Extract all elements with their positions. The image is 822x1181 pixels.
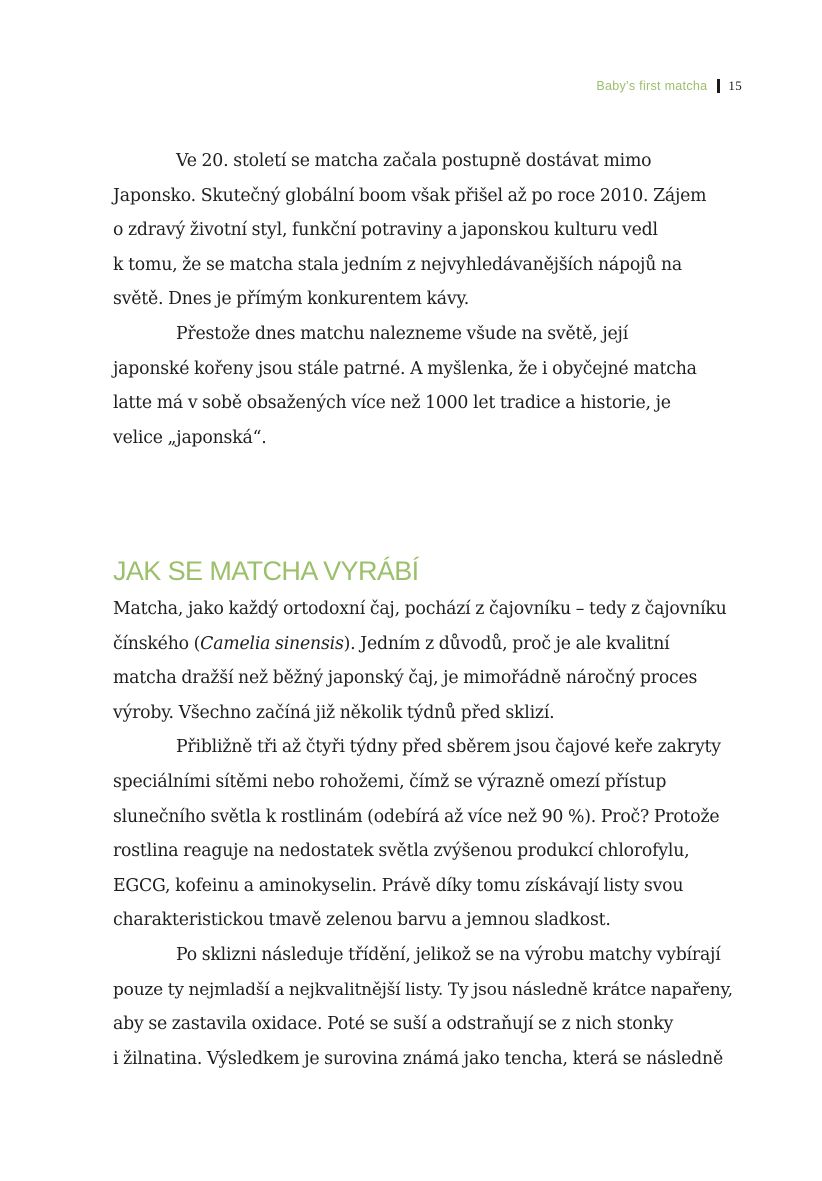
paragraph bbox=[113, 938, 733, 1076]
text-line: i žilnatina. Výsledkem je surovina známá jako tencha, která se následně bbox=[113, 1048, 723, 1069]
text-line: velice „japonská“. bbox=[113, 427, 267, 448]
page-number: 15 bbox=[728, 78, 742, 93]
paragraph bbox=[113, 144, 733, 317]
text-line: aby se zastavila oxidace. Poté se suší a odstraňují se z nich stonky bbox=[113, 1014, 674, 1035]
text-line: Po sklizni následuje třídění, jelikož se na výrobu matchy vybírají bbox=[176, 944, 721, 965]
text-fragment: ). Jedním z důvodů, proč je ale kvalitní bbox=[343, 633, 670, 654]
text-line: rostlina reaguje na nedostatek světla zvýšenou produkcí chlorofylu, bbox=[113, 841, 690, 862]
text-line: latte má v sobě obsažených více než 1000 let tradice a historie, je bbox=[113, 393, 671, 414]
text-line: Matcha, jako každý ortodoxní čaj, pochází z čajovníku – tedy z čajovníku bbox=[113, 599, 727, 619]
running-header-title: Baby’s first matcha bbox=[596, 79, 708, 93]
text-line: Japonsko. Skutečný globální boom však přišel až po roce 2010. Zájem bbox=[113, 185, 707, 206]
latin-name: Camelia sinensis bbox=[200, 633, 344, 654]
text-line: Přibližně tři až čtyři týdny před sběrem jsou čajové keře zakryty bbox=[176, 737, 721, 758]
text-line: charakteristickou tmavě zelenou barvu a jemnou sladkost. bbox=[113, 910, 611, 931]
intro-text bbox=[113, 144, 733, 455]
text-line: EGCG, kofeinu a aminokyselin. Právě díky tomu získávají listy svou bbox=[113, 875, 684, 896]
text-line: Přestože dnes matchu nalezneme všude na světě, její bbox=[176, 323, 629, 344]
paragraph bbox=[113, 730, 733, 938]
paragraph bbox=[113, 317, 733, 455]
section-body bbox=[113, 592, 733, 1076]
text-line: Ve 20. století se matcha začala postupně dostávat mimo bbox=[176, 151, 652, 171]
text-line: o zdravý životní styl, funkční potraviny a japonskou kulturu vedl bbox=[113, 220, 658, 241]
text-line: slunečního světla k rostlinám (odebírá až více než 90 %). Proč? Protože bbox=[113, 806, 720, 827]
text-line: pouze ty nejmladší a nejkvalitnější listy. Ty jsou následně krátce napařeny, bbox=[113, 979, 733, 1000]
text-fragment: čínského ( bbox=[113, 633, 201, 654]
text-line: k tomu, že se matcha stala jedním z nejvyhledávanějších nápojů na bbox=[113, 254, 682, 275]
paragraph bbox=[113, 592, 733, 730]
text-line: japonské kořeny jsou stále patrné. A myšlenka, že i obyčejné matcha bbox=[113, 358, 697, 379]
text-line: speciálními sítěmi nebo rohožemi, čímž se výrazně omezí přístup bbox=[113, 771, 667, 792]
header-divider bbox=[717, 79, 720, 93]
text-line: výroby. Všechno začíná již několik týdnů před sklizí. bbox=[113, 702, 555, 723]
section-heading: JAK SE MATCHA VYRÁBÍ bbox=[113, 556, 419, 586]
text-line: matcha dražší než běžný japonský čaj, je mimořádně náročný proces bbox=[113, 668, 698, 689]
running-header bbox=[596, 78, 742, 94]
text-line bbox=[113, 627, 733, 662]
text-line: světě. Dnes je přímým konkurentem kávy. bbox=[113, 289, 470, 310]
